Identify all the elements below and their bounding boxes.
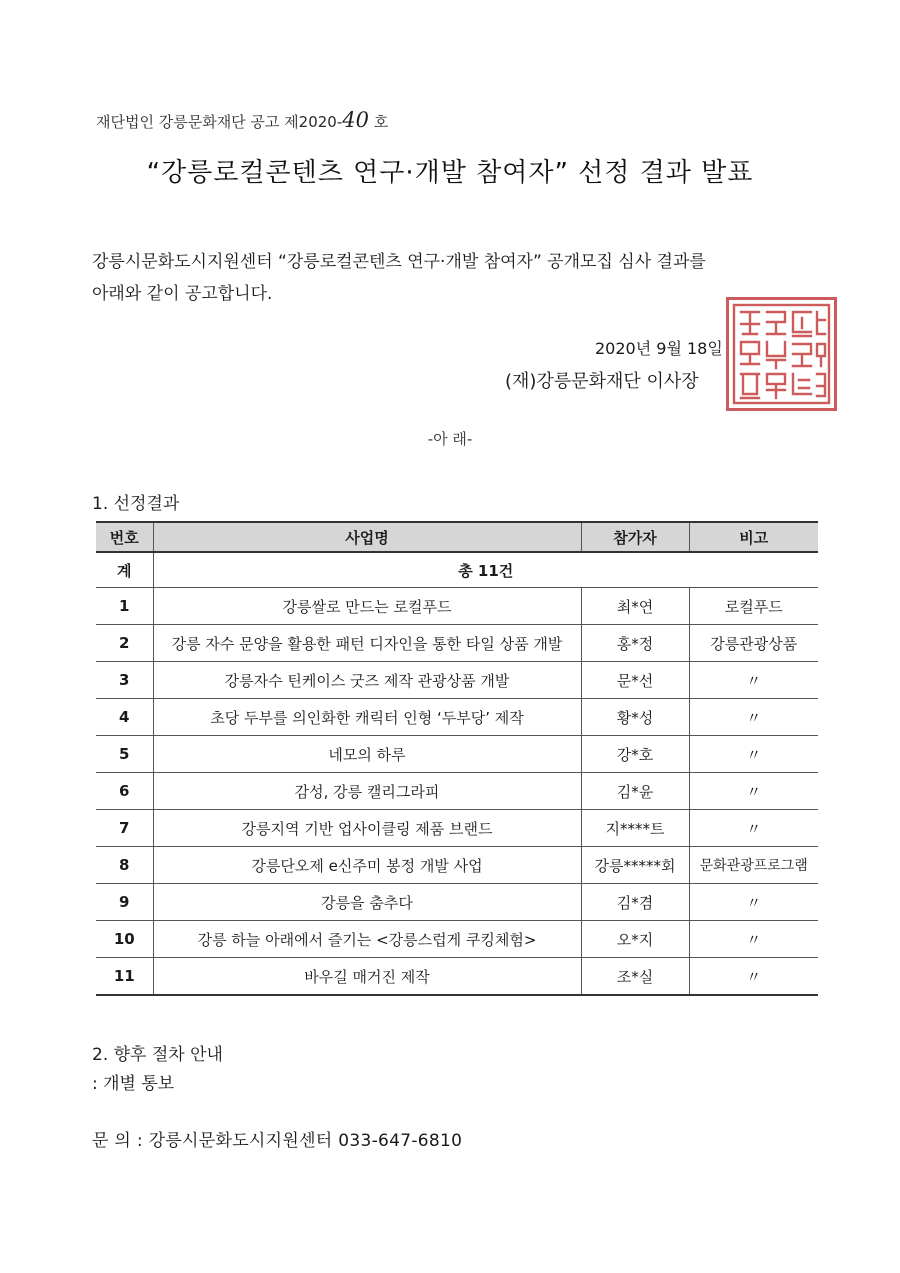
section-2-heading: 2. 향후 절차 안내 [92, 1045, 223, 1065]
seal-graphic [729, 300, 834, 408]
section-2-body: : 개별 통보 [92, 1074, 175, 1094]
row-participant: 조*실 [581, 958, 689, 996]
table-row [96, 958, 818, 996]
table-row [96, 921, 818, 958]
row-number: 10 [96, 921, 153, 958]
row-note: 〃 [689, 699, 818, 736]
row-project: 강릉을 춤추다 [153, 884, 581, 921]
section-1-heading: 1. 선정결과 [92, 494, 180, 514]
row-project: 강릉 자수 문양을 활용한 패턴 디자인을 통한 타일 상품 개발 [153, 625, 581, 662]
row-note: 문화관광프로그램 [689, 847, 818, 884]
notice-suffix: 호 [369, 113, 389, 131]
row-participant: 김*윤 [581, 773, 689, 810]
notice-prefix: 재단법인 강릉문화재단 공고 제2020- [96, 113, 343, 131]
column-header-note: 비고 [689, 522, 818, 552]
row-participant: 황*성 [581, 699, 689, 736]
row-number: 5 [96, 736, 153, 773]
column-header-participant: 참가자 [581, 522, 689, 552]
row-project: 강릉쌀로 만드는 로컬푸드 [153, 588, 581, 625]
selection-results-table [96, 521, 818, 996]
row-project: 바우길 매거진 제작 [153, 958, 581, 996]
row-project: 강릉자수 틴케이스 굿즈 제작 관광상품 개발 [153, 662, 581, 699]
row-project: 강릉지역 기반 업사이클링 제품 브랜드 [153, 810, 581, 847]
row-note: 〃 [689, 958, 818, 996]
row-note: 〃 [689, 921, 818, 958]
row-participant: 문*선 [581, 662, 689, 699]
row-participant: 최*연 [581, 588, 689, 625]
table-row [96, 736, 818, 773]
contact-info: 문 의 : 강릉시문화도시지원센터 033-647-6810 [92, 1131, 463, 1151]
row-number: 2 [96, 625, 153, 662]
row-project: 강릉단오제 e신주미 봉정 개발 사업 [153, 847, 581, 884]
row-note: 강릉관광상품 [689, 625, 818, 662]
row-participant: 홍*정 [581, 625, 689, 662]
row-participant: 오*지 [581, 921, 689, 958]
row-project: 강릉 하늘 아래에서 즐기는 <강릉스럽게 쿠킹체험> [153, 921, 581, 958]
table-row [96, 588, 818, 625]
issuer-name: (재)강릉문화재단 이사장 [505, 371, 699, 392]
row-number: 3 [96, 662, 153, 699]
intro-paragraph [92, 246, 822, 310]
row-participant: 지****트 [581, 810, 689, 847]
row-note: 〃 [689, 736, 818, 773]
row-number: 8 [96, 847, 153, 884]
row-number: 7 [96, 810, 153, 847]
column-header-number: 번호 [96, 522, 153, 552]
total-value: 총 11건 [153, 552, 818, 588]
row-note: 〃 [689, 810, 818, 847]
row-project: 초당 두부를 의인화한 캐릭터 인형 ‘두부당’ 제작 [153, 699, 581, 736]
table-row [96, 662, 818, 699]
page-title: “강릉로컬콘텐츠 연구·개발 참여자” 선정 결과 발표 [146, 158, 754, 188]
notice-handwritten-number: 40 [342, 108, 369, 132]
row-participant: 강릉*****회 [581, 847, 689, 884]
table-row [96, 773, 818, 810]
row-note: 〃 [689, 662, 818, 699]
table-total-row [96, 552, 818, 588]
table-row [96, 847, 818, 884]
row-participant: 김*겸 [581, 884, 689, 921]
table-row [96, 625, 818, 662]
row-number: 9 [96, 884, 153, 921]
row-note: 로컬푸드 [689, 588, 818, 625]
intro-line-1: 강릉시문화도시지원센터 “강릉로컬콘텐츠 연구·개발 참여자” 공개모집 심사 결과를 [92, 252, 706, 272]
row-number: 4 [96, 699, 153, 736]
official-seal [726, 297, 837, 411]
row-note: 〃 [689, 773, 818, 810]
row-participant: 강*호 [581, 736, 689, 773]
table-row [96, 699, 818, 736]
table-row [96, 884, 818, 921]
table-header-row [96, 522, 818, 552]
below-marker: -아 래- [427, 430, 473, 448]
row-number: 1 [96, 588, 153, 625]
row-project: 감성, 강릉 캘리그라피 [153, 773, 581, 810]
table-row [96, 810, 818, 847]
row-note: 〃 [689, 884, 818, 921]
intro-line-2: 아래와 같이 공고합니다. [92, 284, 273, 304]
row-number: 11 [96, 958, 153, 996]
row-number: 6 [96, 773, 153, 810]
row-project: 네모의 하루 [153, 736, 581, 773]
total-label: 계 [96, 552, 153, 588]
announcement-date: 2020년 9월 18일 [595, 339, 723, 358]
column-header-project: 사업명 [153, 522, 581, 552]
notice-number [96, 108, 388, 132]
